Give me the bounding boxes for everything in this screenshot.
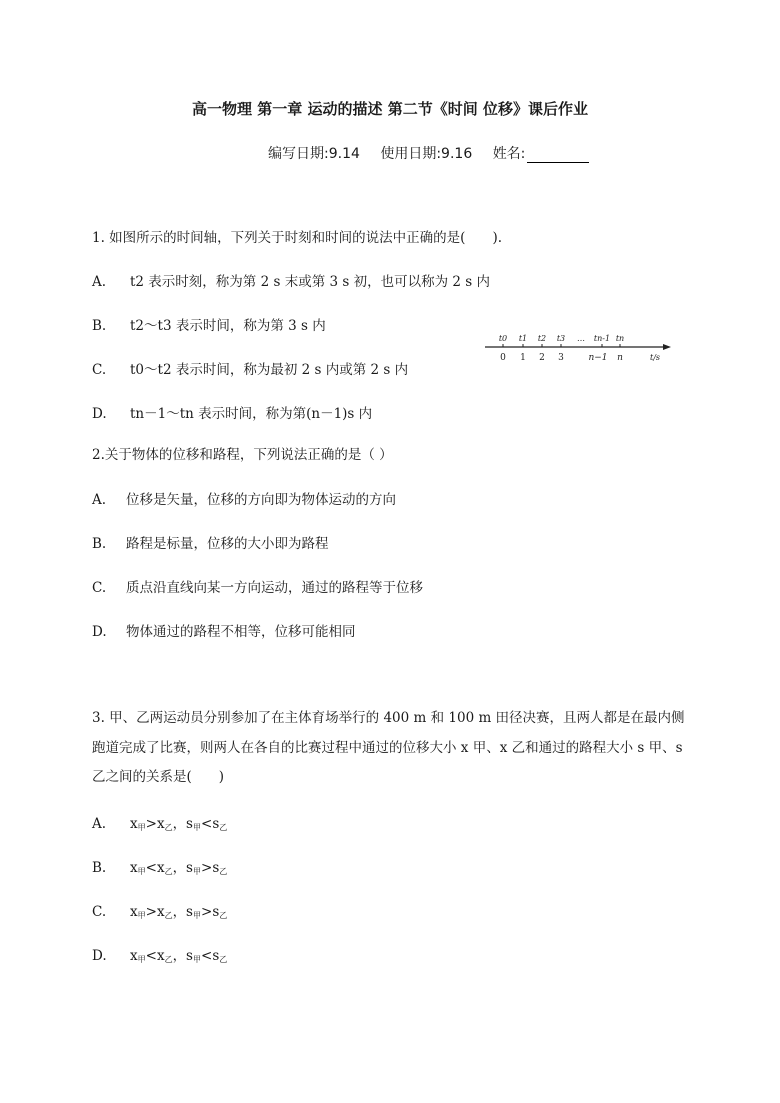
sub-jia: 甲 [193, 823, 201, 832]
sub-jia: 甲 [137, 867, 146, 876]
axis-bottom-label: 0 [500, 353, 506, 363]
axis-unit-label: t/s [649, 353, 661, 362]
option-letter: C. [92, 904, 107, 920]
compile-date: 编写日期:9.14 [268, 146, 360, 162]
sub-jia: 甲 [193, 955, 201, 964]
s-relation: < [201, 816, 213, 832]
sub-yi: 乙 [164, 911, 173, 920]
sub-yi: 乙 [219, 823, 228, 832]
axis-top-label: t1 [518, 334, 528, 343]
sub-jia: 甲 [193, 911, 201, 920]
axis-bottom-label: 3 [558, 353, 564, 363]
axis-top-label: t0 [498, 334, 508, 343]
axis-arrow [663, 344, 671, 350]
axis-bottom-label: n−1 [588, 353, 608, 363]
q1-option-c [92, 358, 408, 378]
option-letter: C. [92, 362, 107, 378]
sub-yi: 乙 [219, 911, 228, 920]
option-letter: D. [92, 624, 107, 640]
x-relation: > [145, 816, 157, 832]
x-relation: > [145, 904, 157, 920]
option-text: t2～t3 表示时间，称为第 3 s 内 [130, 318, 326, 334]
axis-top-label: t2 [537, 334, 547, 343]
time-axis-figure [485, 330, 675, 370]
option-text: 位移是矢量，位移的方向即为物体运动的方向 [126, 492, 396, 508]
axis-bottom-label: n [617, 353, 623, 363]
option-letter: D. [92, 948, 107, 964]
sub-jia: 甲 [137, 911, 146, 920]
q1-stem: 1. 如图所示的时间轴，下列关于时刻和时间的说法中正确的是( ). [92, 230, 502, 246]
x-relation: < [145, 860, 157, 876]
sub-yi: 乙 [164, 823, 173, 832]
sub-jia: 甲 [193, 867, 201, 876]
axis-top-label: … [577, 334, 585, 343]
option-text: 路程是标量，位移的大小即为路程 [126, 536, 329, 552]
q2-option-d [92, 620, 356, 640]
q1-option-d [92, 402, 372, 422]
name-label: 姓名: [492, 146, 526, 162]
option-letter: D. [92, 406, 107, 422]
option-letter: A. [92, 816, 107, 832]
use-date: 使用日期:9.16 [380, 146, 473, 162]
page-title: 高一物理 第一章 运动的描述 第二节《时间 位移》课后作业 [192, 100, 588, 118]
name-blank[interactable] [527, 148, 589, 163]
option-letter: A. [92, 274, 107, 290]
sub-yi: 乙 [219, 867, 228, 876]
s-relation: > [201, 860, 213, 876]
q2-option-a [92, 488, 396, 508]
q3-stem: 3. 甲、乙两运动员分别参加了在主体育场举行的 400 m 和 100 m 田径决赛，且两人都是在最内侧跑道完成了比赛，则两人在各自的比赛过程中通过的位移大小 x 甲、x 乙和通过的路程大小 s 甲、s 乙之间的关系是( ) [92, 710, 685, 785]
option-text: 物体通过的路程不相等，位移可能相同 [126, 624, 356, 640]
q3-option-d: D. $x_甲<x_乙$，$s_甲<s_乙$ [92, 948, 228, 964]
sub-jia: 甲 [137, 955, 146, 964]
sub-yi: 乙 [164, 955, 173, 964]
option-text: 质点沿直线向某一方向运动，通过的路程等于位移 [126, 580, 423, 596]
q2-stem: 2.关于物体的位移和路程，下列说法正确的是（ ） [92, 447, 393, 463]
axis-bottom-label: 2 [539, 353, 545, 363]
sub-yi: 乙 [164, 867, 173, 876]
q3-option-c: C. $x_甲>x_乙$，$s_甲>s_乙$ [92, 904, 228, 920]
option-letter: C. [92, 580, 107, 596]
sub-jia: 甲 [137, 823, 146, 832]
axis-top-label: tn [615, 334, 625, 343]
option-text: t2 表示时刻，称为第 2 s 末或第 3 s 初，也可以称为 2 s 内 [130, 274, 490, 290]
option-letter: B. [92, 318, 107, 334]
q3-option-b: B. $x_甲<x_乙$，$s_甲>s_乙$ [92, 860, 228, 876]
s-relation: > [201, 904, 213, 920]
x-relation: < [145, 948, 157, 964]
axis-top-label: tn-1 [593, 334, 611, 343]
axis-bottom-label: 1 [520, 353, 526, 363]
option-letter: A. [92, 492, 107, 508]
sub-yi: 乙 [219, 955, 228, 964]
q3-option-a: A. $x_甲>x_乙$，$s_甲<s_乙$ [92, 816, 228, 832]
q1-option-b [92, 314, 326, 334]
option-text: t0～t2 表示时间，称为最初 2 s 内或第 2 s 内 [130, 362, 409, 378]
option-letter: B. [92, 536, 107, 552]
axis-top-label: t3 [556, 334, 566, 343]
meta-line [268, 143, 605, 163]
option-letter: B. [92, 860, 107, 876]
q2-option-c [92, 576, 423, 596]
s-relation: < [201, 948, 213, 964]
option-text: tn－1～tn 表示时间，称为第(n－1)s 内 [130, 406, 373, 422]
q2-option-b [92, 532, 329, 552]
q1-option-a [92, 270, 490, 290]
